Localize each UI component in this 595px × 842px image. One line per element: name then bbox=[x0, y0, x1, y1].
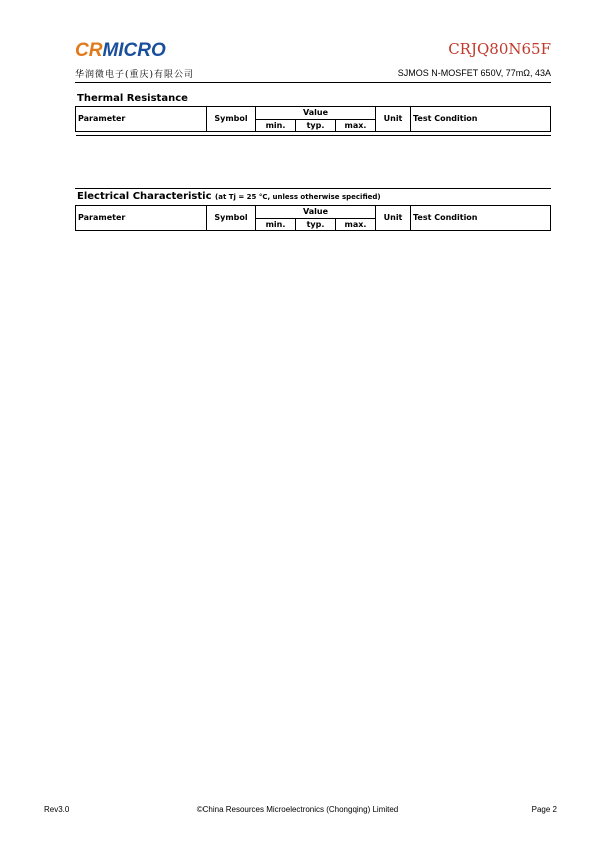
company-logo bbox=[75, 40, 215, 82]
footer-company: ©China Resources Microelectronics (Chongqing) Limited bbox=[196, 805, 399, 814]
eh-unit: Unit bbox=[376, 206, 411, 231]
eh-symbol: Symbol bbox=[207, 206, 256, 231]
header-rule bbox=[75, 82, 551, 83]
thermal-title: Thermal Resistance bbox=[77, 93, 188, 104]
th-value: Value bbox=[256, 107, 376, 120]
eh-parameter: Parameter bbox=[76, 206, 207, 231]
th-max: max. bbox=[336, 120, 376, 132]
electrical-title-text: Electrical Characteristic bbox=[77, 191, 212, 202]
th-parameter: Parameter bbox=[76, 107, 207, 132]
eh-condition: Test Condition bbox=[411, 206, 551, 231]
thermal-table bbox=[75, 106, 551, 136]
eh-max: max. bbox=[336, 219, 376, 231]
logo-cr: CR bbox=[75, 40, 103, 61]
section-rule bbox=[75, 188, 551, 189]
th-min: min. bbox=[256, 120, 296, 132]
th-typ: typ. bbox=[296, 120, 336, 132]
th-unit: Unit bbox=[376, 107, 411, 132]
eh-value: Value bbox=[256, 206, 376, 219]
eh-min: min. bbox=[256, 219, 296, 231]
part-subtitle: SJMOS N-MOSFET 650V, 77mΩ, 43A bbox=[397, 68, 551, 78]
spacer-row bbox=[76, 132, 551, 136]
footer-page: Page 2 bbox=[531, 805, 557, 814]
electrical-title bbox=[77, 191, 381, 202]
th-condition: Test Condition bbox=[411, 107, 551, 132]
electrical-title-note: (at Tj = 25 °C, unless otherwise specified) bbox=[215, 193, 381, 201]
electrical-table bbox=[75, 205, 551, 231]
logo-wordmark bbox=[75, 40, 166, 62]
th-symbol: Symbol bbox=[207, 107, 256, 132]
eh-typ: typ. bbox=[296, 219, 336, 231]
logo-micro: MICRO bbox=[102, 40, 166, 61]
footer-rev: Rev3.0 bbox=[44, 805, 70, 814]
part-number: CRJQ80N65F bbox=[448, 40, 551, 58]
logo-chinese-name: 华润微电子(重庆)有限公司 bbox=[75, 70, 195, 80]
